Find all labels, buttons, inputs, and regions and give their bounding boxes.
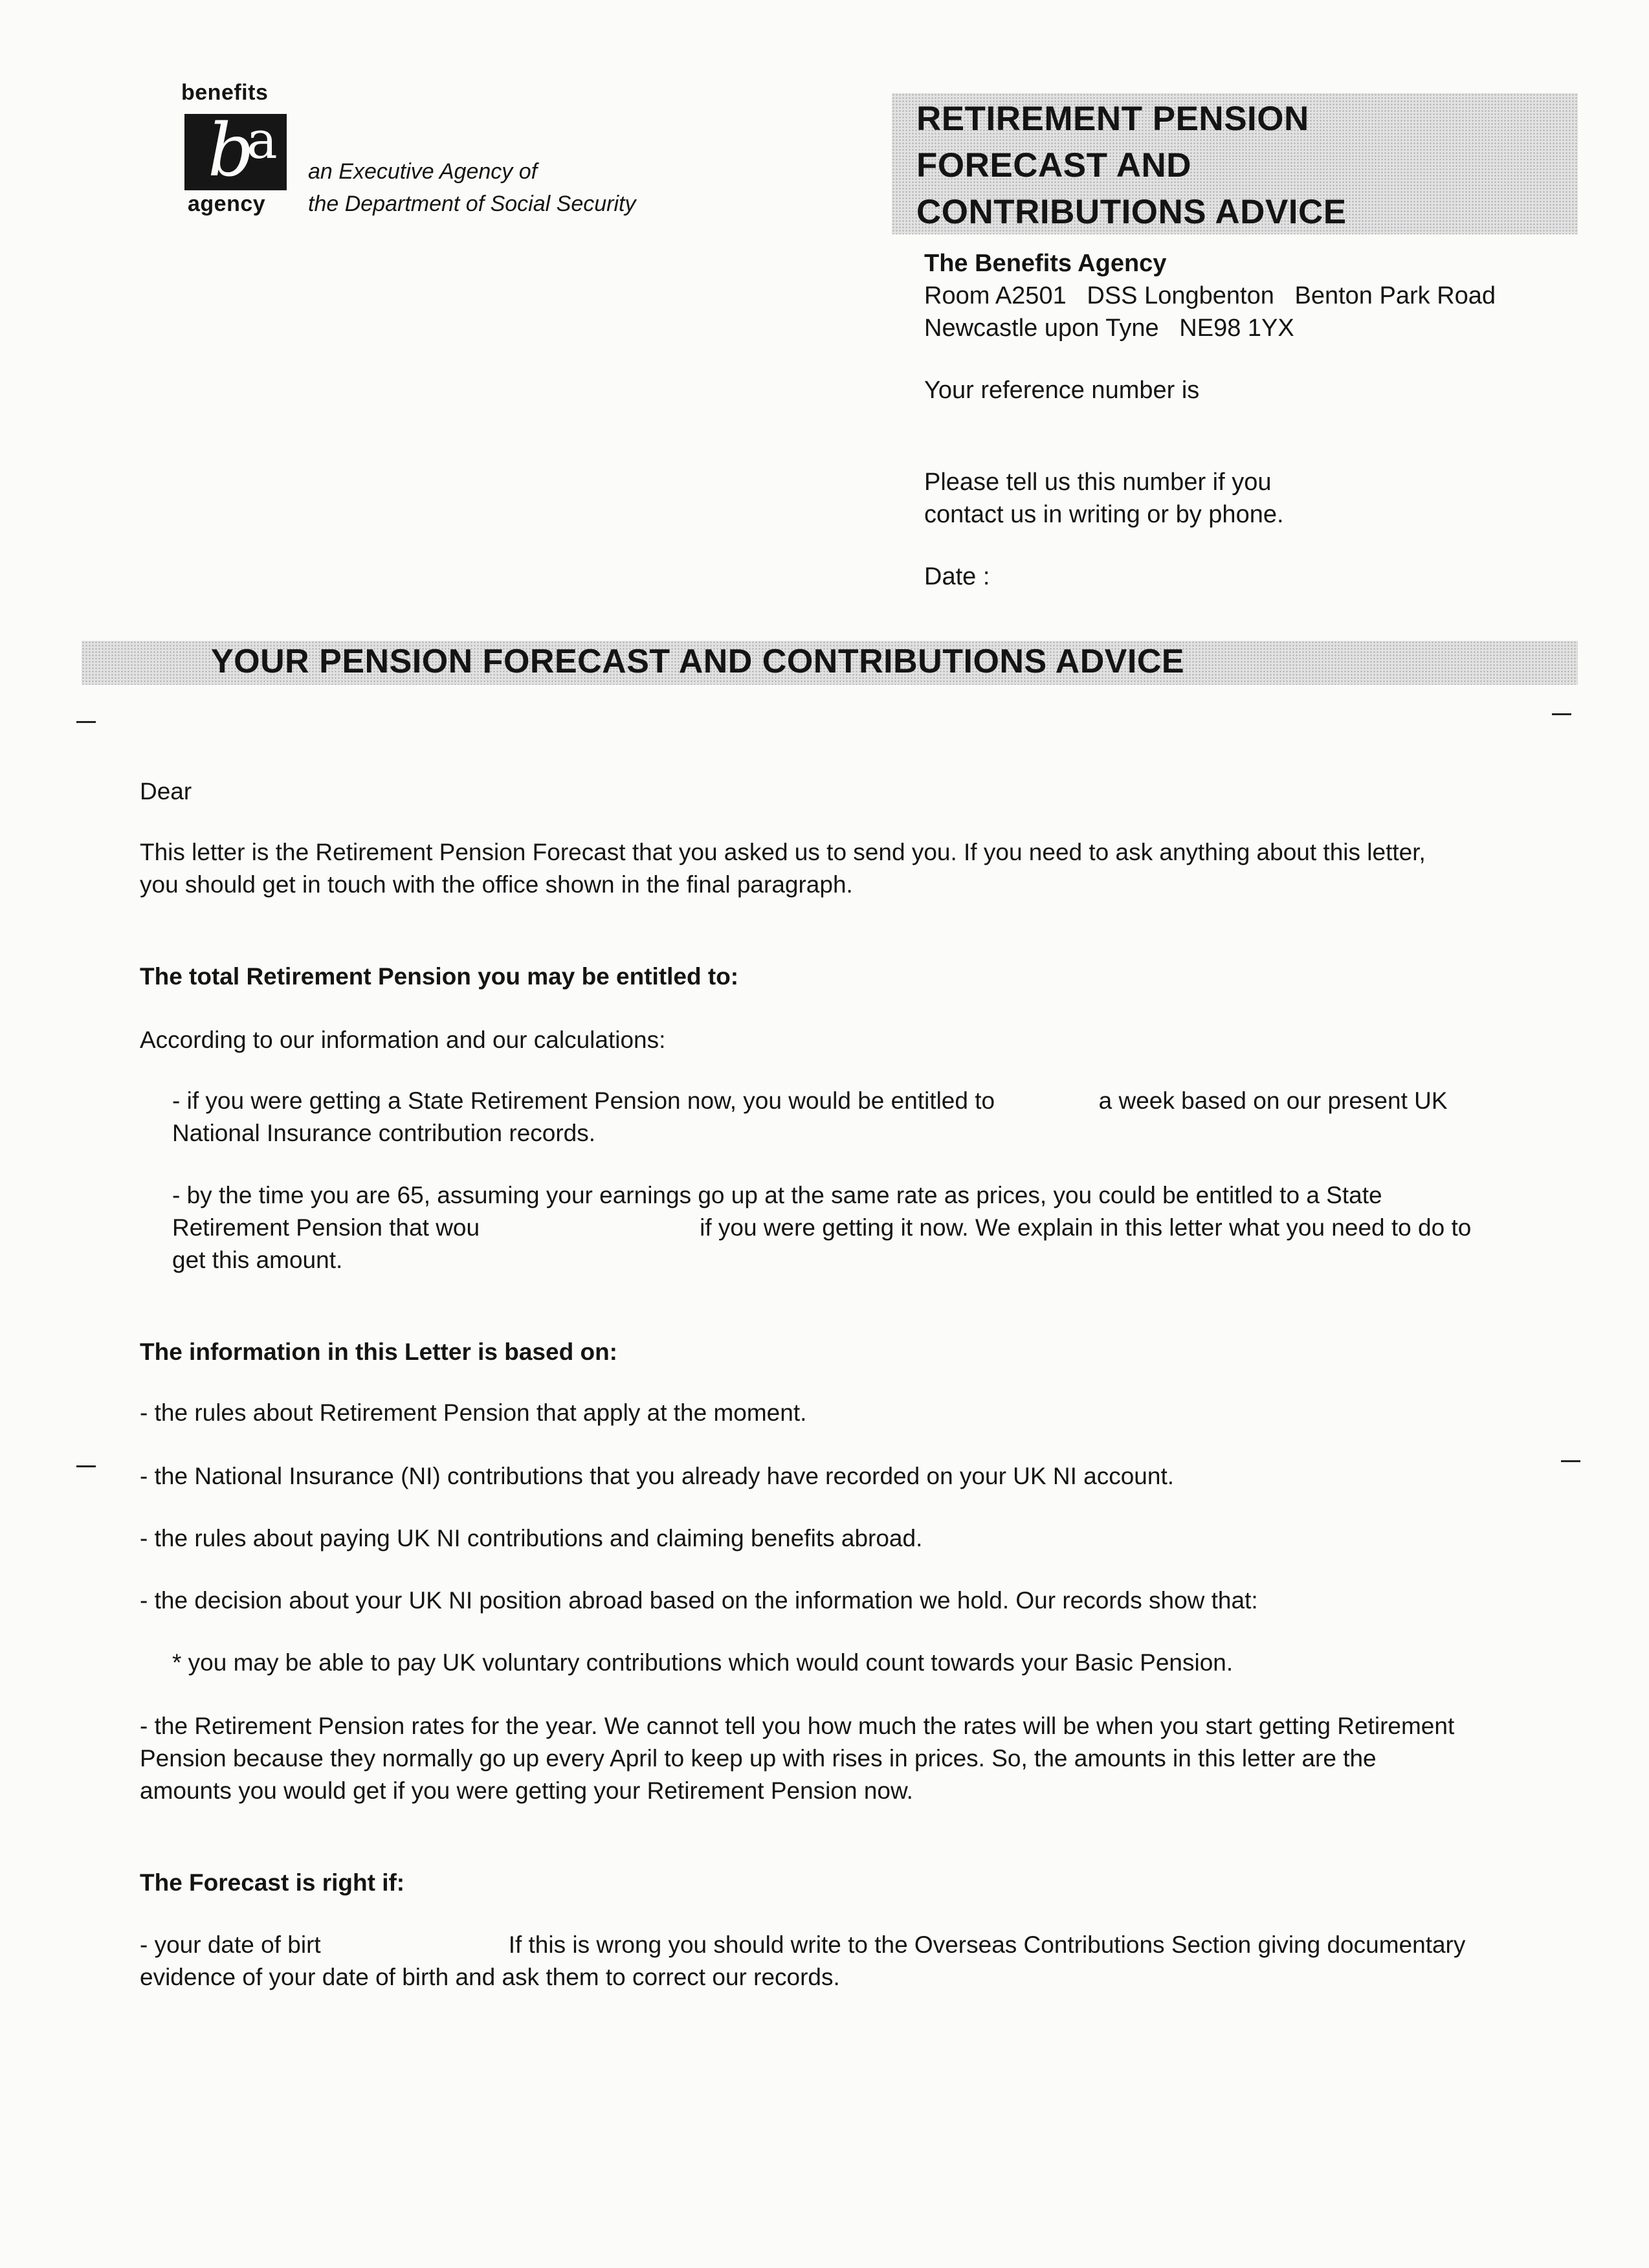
salutation: Dear	[140, 778, 192, 805]
doc-title-banner	[892, 93, 1578, 234]
based-on-item-decision: - the decision about your UK NI position abroad based on the information we hold. Our records show that:	[140, 1587, 1258, 1614]
doc-title-line1: RETIREMENT PENSION	[916, 100, 1309, 138]
office-address-line1: Room A2501 DSS Longbenton Benton Park Road	[924, 282, 1496, 309]
based-on-item-rules: - the rules about Retirement Pension that apply at the moment.	[140, 1399, 807, 1426]
doc-title-line3: CONTRIBUTIONS ADVICE	[916, 193, 1347, 231]
redacted-date	[321, 1933, 509, 1953]
based-on-item-rates: - the Retirement Pension rates for the year. We cannot tell you how much the rates will be when you start getting Retirement Pension because they normally go up every April to keep up with rises in prices. So, the amounts in this letter are the amounts you would get if you were getting your Retirement Pension now.	[140, 1713, 1455, 1804]
date-label: Date :	[924, 563, 990, 590]
office-address-line2: Newcastle upon Tyne NE98 1YX	[924, 315, 1294, 342]
forecast-item-dob	[140, 1929, 1466, 1994]
forecast-dob-start: - your date of birt	[140, 1931, 321, 1958]
margin-mark	[1552, 713, 1571, 715]
total-item-age65-end: if you were getting it now. We explain in this letter what you need to do to get this amount.	[172, 1214, 1472, 1273]
office-name: The Benefits Agency	[924, 250, 1167, 277]
logo-letter-a: a	[247, 110, 278, 170]
logo-letter-b: b	[208, 109, 254, 193]
margin-mark	[76, 721, 96, 723]
based-on-item-abroad: - the rules about paying UK NI contributions and claiming benefits abroad.	[140, 1525, 923, 1551]
total-lead: According to our information and our calculations:	[140, 1027, 666, 1053]
margin-mark	[76, 1465, 96, 1467]
total-item-age65	[172, 1179, 1492, 1276]
agency-tagline-line2: the Department of Social Security	[308, 192, 636, 216]
reference-label: Your reference number is	[924, 377, 1200, 404]
based-on-item-contributions: - the National Insurance (NI) contributions that you already have recorded on your UK NI account.	[140, 1463, 1175, 1489]
total-item-current-end: a week based on our present UK National Insurance contribution records.	[172, 1087, 1448, 1146]
agency-tagline-line1: an Executive Agency of	[308, 159, 538, 184]
intro-paragraph: This letter is the Retirement Pension Forecast that you asked us to send you. If you need to ask anything about this letter, you should get in touch with the office shown in the final paragraph.	[140, 839, 1426, 898]
redacted-amount	[480, 1216, 700, 1236]
section-banner	[82, 641, 1578, 685]
logo-bottom-word: agency	[188, 192, 266, 216]
reference-note-line1: Please tell us this number if you	[924, 469, 1272, 496]
total-item-current	[172, 1085, 1492, 1150]
total-item-age65-start: - by the time you are 65, assuming your earnings go up at the same rate as prices, you could be entitled to a State Retirement Pension that wou	[172, 1182, 1382, 1241]
redacted-amount	[1001, 1089, 1092, 1109]
agency-tagline	[308, 155, 636, 220]
based-on-heading: The information in this Letter is based on:	[140, 1339, 617, 1365]
total-item-current-start: - if you were getting a State Retirement Pension now, you would be entitled to	[172, 1087, 1002, 1114]
margin-mark	[1561, 1460, 1580, 1462]
logo-top-word: benefits	[181, 80, 269, 105]
total-heading: The total Retirement Pension you may be entitled to:	[140, 963, 739, 990]
forecast-dob-end: If this is wrong you should write to the Overseas Contributions Section giving documentary evidence of your date of birth and ask them to correct our records.	[140, 1931, 1466, 1990]
reference-note-line2: contact us in writing or by phone.	[924, 501, 1284, 528]
doc-title-line2: FORECAST AND	[916, 146, 1192, 184]
section-title: YOUR PENSION FORECAST AND CONTRIBUTIONS ADVICE	[211, 643, 1185, 680]
forecast-heading: The Forecast is right if:	[140, 1869, 405, 1896]
based-on-sub-item: * you may be able to pay UK voluntary contributions which would count towards your Basic Pension.	[172, 1649, 1234, 1676]
agency-logo	[184, 109, 287, 193]
